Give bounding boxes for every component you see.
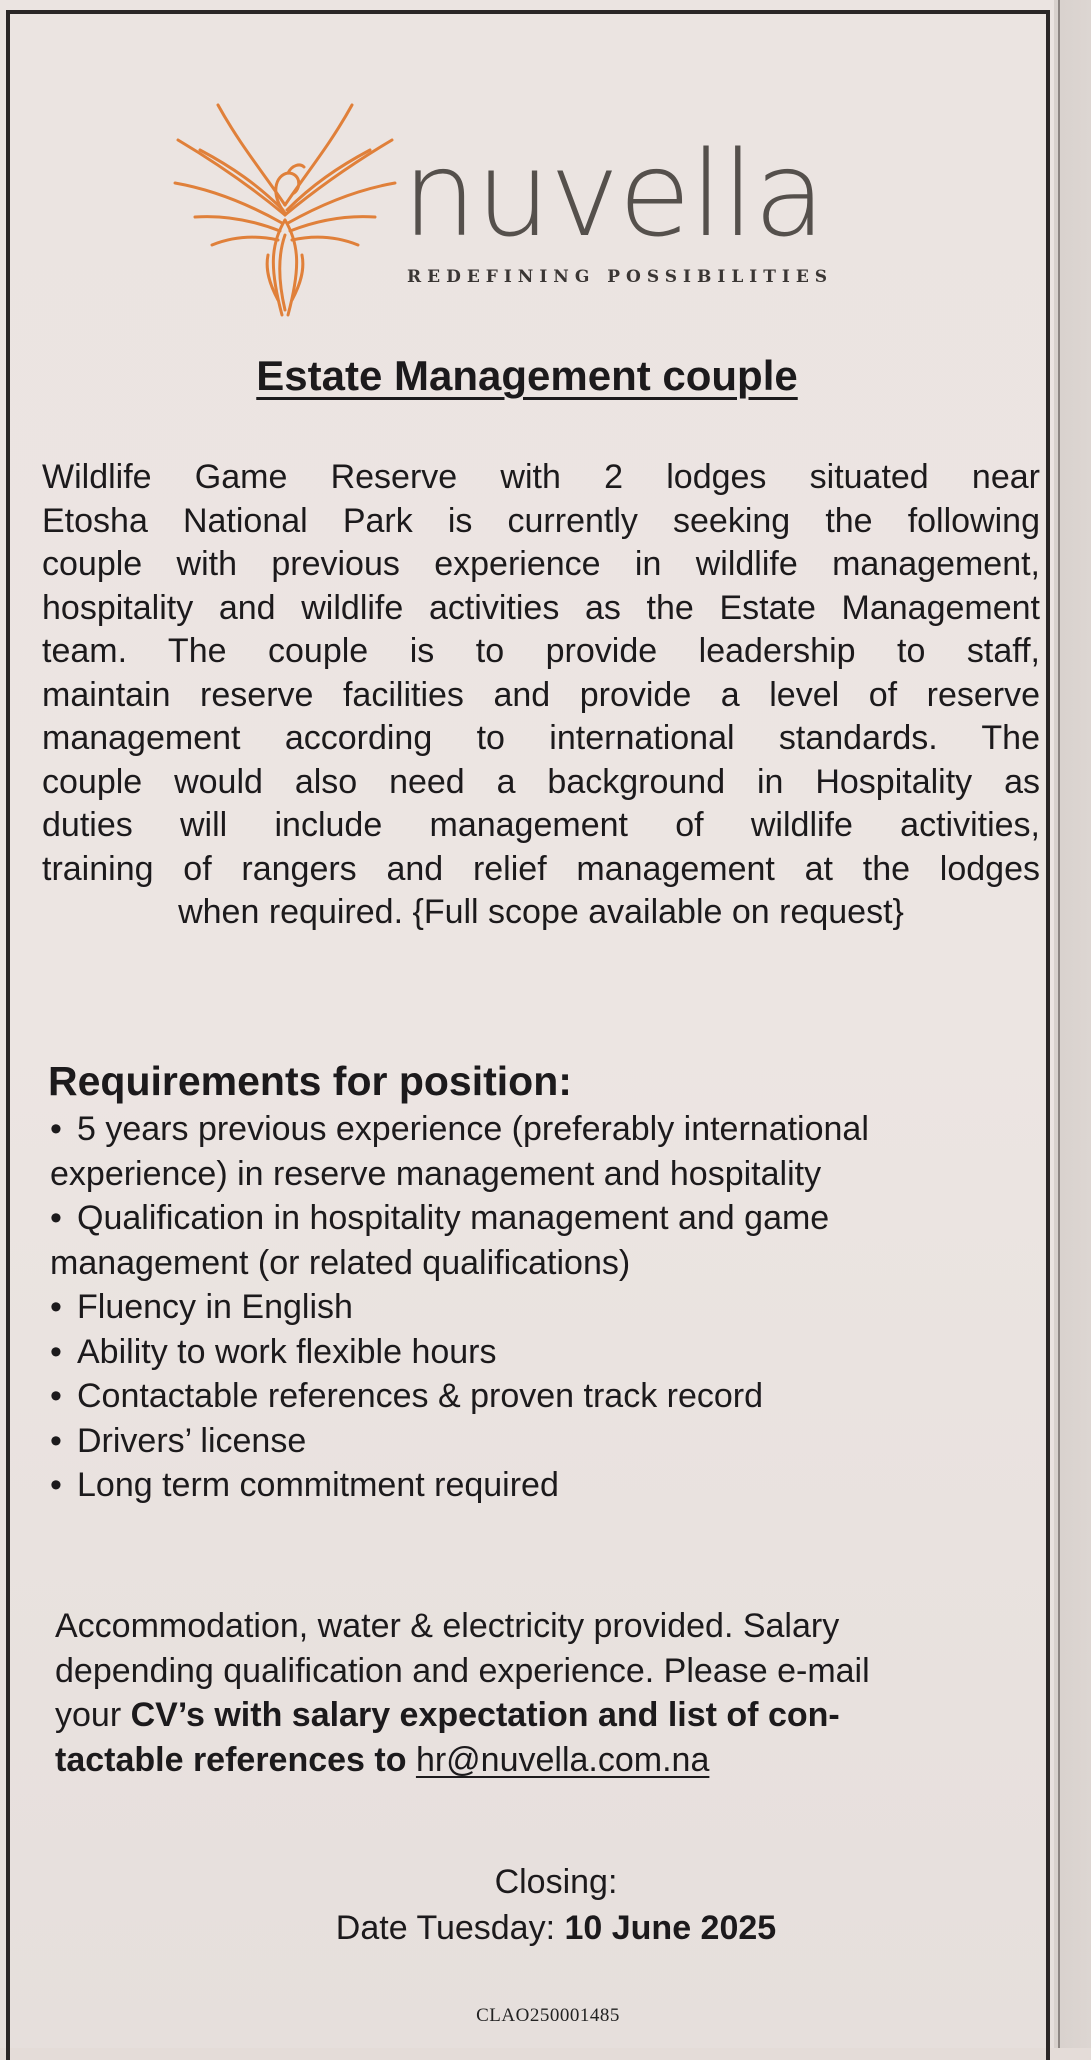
list-item [50,1419,1040,1464]
page-edge [1054,0,1091,2048]
list-item-text: 5 years previous experience (preferably international [77,1110,869,1148]
page-title [0,350,1054,402]
list-item-text: Fluency in English [77,1288,353,1326]
phoenix-icon [170,95,400,320]
list-item-text: Contactable references & proven track record [77,1377,764,1415]
list-item-text: Drivers’ license [77,1421,307,1460]
closing-date-value: 10 June 2025 [564,1909,777,1947]
bullet-icon [50,1196,77,1241]
intro-line: couple with previous experience in wildlife management, [42,545,1040,583]
list-item-text: Long term commitment required [77,1466,559,1504]
list-item-continuation [50,1241,1040,1286]
requirements-list [50,1107,1040,1508]
contact-line: Accommodation, water & electricity provided. Salary [55,1607,840,1645]
intro-line: management according to international standards. The [42,719,1040,757]
intro-line: Etosha National Park is currently seeking the following [42,501,1040,540]
contact-bold-text: tactable references to [55,1740,416,1779]
contact-text: your [55,1696,131,1734]
list-item [50,1285,1040,1330]
contact-line [55,1738,1045,1783]
company-logo [170,95,834,325]
list-item-text: Qualification in hospitality management and game [77,1199,830,1237]
logo-tagline: REDEFINING POSSIBILITIES [407,267,834,287]
list-item [50,1374,1040,1419]
list-item-text: experience) in reserve management and hospitality [50,1154,822,1193]
contact-line: depending qualification and experience. Please e-mail [55,1651,870,1690]
list-item [50,1196,1040,1241]
intro-line: maintain reserve facilities and provide a level of reserve [42,675,1040,714]
requirements-heading: Requirements for position: [48,1058,572,1104]
bullet-icon [50,1330,77,1375]
closing-date [0,1905,1091,1951]
contact-line [55,1693,1045,1738]
bullet-icon [50,1374,77,1419]
intro-line: when required. {Full scope available on request} [178,893,904,931]
list-item [50,1107,1040,1152]
list-item-text: management (or related qualifications) [50,1243,631,1282]
list-item-text: Ability to work flexible hours [77,1332,497,1371]
bullet-icon [50,1107,77,1152]
bullet-icon [50,1463,77,1508]
list-item [50,1330,1040,1375]
intro-paragraph [42,456,1040,935]
intro-line: couple would also need a background in Hospitality as [42,762,1040,801]
title-text: Estate Management couple [256,352,798,399]
closing-label: Closing: [494,1863,618,1901]
intro-line: duties will include management of wildlife activities, [42,806,1040,844]
email-link[interactable]: hr@nuvella.com.na [415,1740,710,1779]
bullet-icon [50,1285,77,1330]
reference-code: CLAO250001485 [476,2005,620,2026]
bullet-icon [50,1419,77,1464]
closing-date-prefix: Date Tuesday: [335,1909,565,1947]
intro-line: Wildlife Game Reserve with 2 lodges situated near [42,458,1040,496]
list-item [50,1463,1040,1508]
intro-line: hospitality and wildlife activities as the Estate Management [42,588,1040,627]
contact-paragraph [55,1604,1045,1782]
list-item-continuation [50,1152,1040,1197]
intro-line: team. The couple is to provide leadership to staff, [42,632,1040,670]
contact-bold-text: CV’s with salary expectation and list of con- [130,1696,840,1734]
intro-line: training of rangers and relief management at the lodges [42,849,1040,888]
logo-wordmark: nuvella [402,125,825,263]
